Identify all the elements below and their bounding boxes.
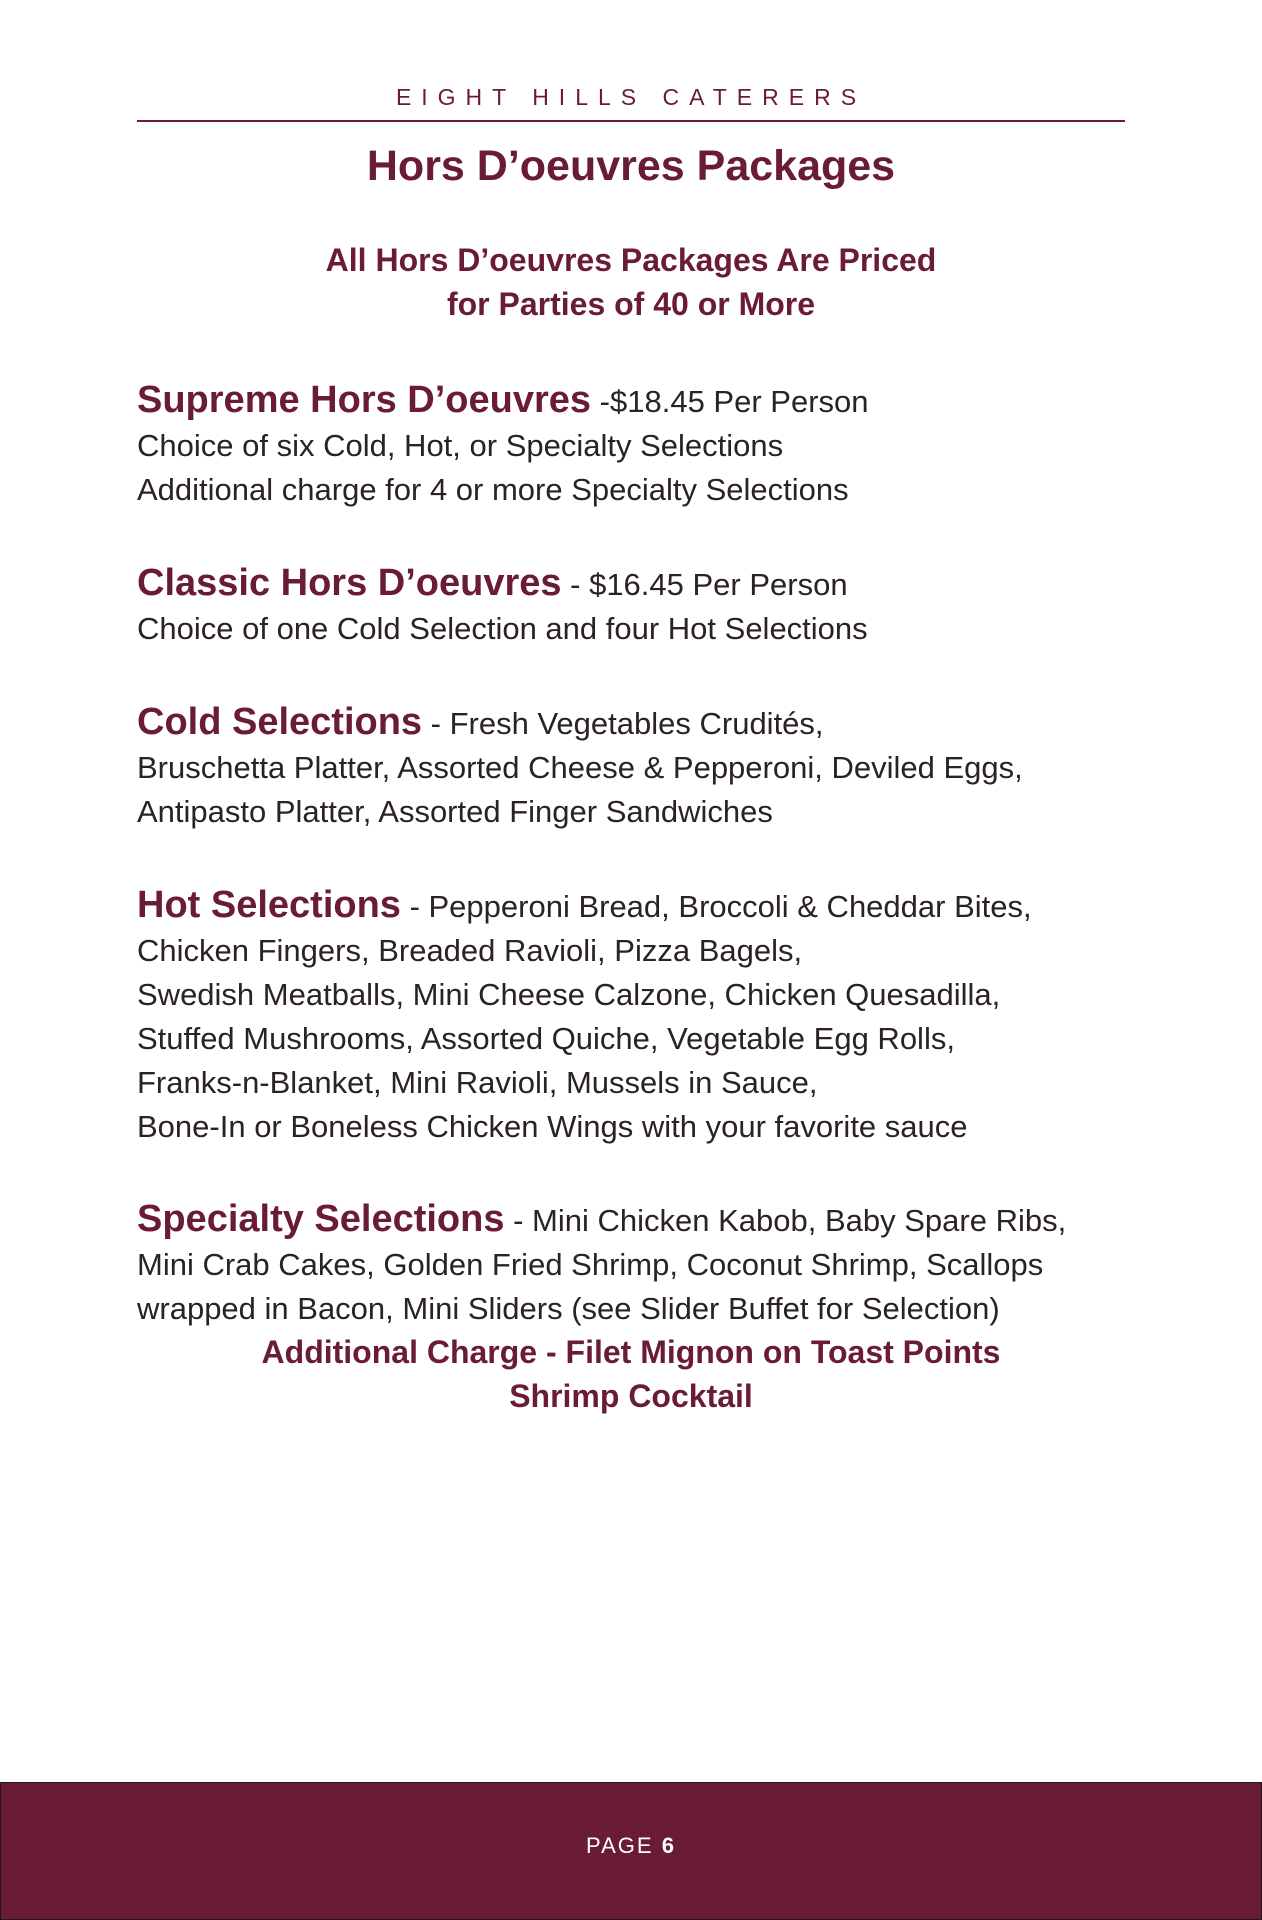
hot-heading: Hot Selections xyxy=(137,884,401,926)
additional-charge-line: Shrimp Cocktail xyxy=(509,1378,753,1414)
pricing-note xyxy=(137,238,1125,326)
cold-line: Antipasto Platter, Assorted Finger Sandwiches xyxy=(137,794,773,829)
hot-line: Chicken Fingers, Breaded Ravioli, Pizza Bagels, xyxy=(137,933,803,968)
classic-line: Choice of one Cold Selection and four Hot Selections xyxy=(137,611,868,646)
page-number xyxy=(1,1833,1261,1859)
page-label: PAGE xyxy=(586,1833,654,1858)
supreme-line: Additional charge for 4 or more Specialty Selections xyxy=(137,472,849,507)
hot-selections xyxy=(137,883,1137,1149)
hot-line: Stuffed Mushrooms, Assorted Quiche, Vegetable Egg Rolls, xyxy=(137,1021,955,1056)
cold-selections xyxy=(137,700,1137,834)
specialty-line: wrapped in Bacon, Mini Sliders (see Slider Buffet for Selection) xyxy=(137,1291,1000,1326)
classic-package xyxy=(137,561,1137,651)
cold-first-line: - Fresh Vegetables Crudités, xyxy=(422,706,824,741)
classic-price: - $16.45 Per Person xyxy=(561,567,848,602)
supreme-line: Choice of six Cold, Hot, or Specialty Selections xyxy=(137,428,784,463)
hot-line: Bone-In or Boneless Chicken Wings with your favorite sauce xyxy=(137,1109,968,1144)
specialty-selections xyxy=(137,1197,1137,1331)
brand-header: EIGHT HILLS CATERERS xyxy=(395,84,867,110)
additional-charge-note xyxy=(137,1330,1125,1418)
header-divider xyxy=(137,120,1125,122)
specialty-line: Mini Crab Cakes, Golden Fried Shrimp, Coconut Shrimp, Scallops xyxy=(137,1247,1044,1282)
page-number-value: 6 xyxy=(661,1833,676,1858)
page-title: Hors D’oeuvres Packages xyxy=(366,142,896,190)
hot-line: Franks-n-Blanket, Mini Ravioli, Mussels in Sauce, xyxy=(137,1065,818,1100)
hot-line: Swedish Meatballs, Mini Cheese Calzone, Chicken Quesadilla, xyxy=(137,977,1001,1012)
cold-line: Bruschetta Platter, Assorted Cheese & Pepperoni, Deviled Eggs, xyxy=(137,750,1023,785)
supreme-price: -$18.45 Per Person xyxy=(591,384,869,419)
supreme-package xyxy=(137,378,1137,512)
supreme-heading: Supreme Hors D’oeuvres xyxy=(137,379,592,421)
pricing-note-line-2: for Parties of 40 or More xyxy=(446,286,816,322)
classic-heading: Classic Hors D’oeuvres xyxy=(137,562,562,604)
cold-heading: Cold Selections xyxy=(137,701,423,743)
specialty-first-line: - Mini Chicken Kabob, Baby Spare Ribs, xyxy=(504,1203,1067,1238)
hot-first-line: - Pepperoni Bread, Broccoli & Cheddar Bites, xyxy=(400,889,1032,924)
page-footer xyxy=(0,1782,1262,1920)
specialty-heading: Specialty Selections xyxy=(137,1198,505,1240)
pricing-note-line-1: All Hors D’oeuvres Packages Are Priced xyxy=(325,242,937,278)
additional-charge-line: Additional Charge - Filet Mignon on Toast Points xyxy=(261,1334,1001,1370)
